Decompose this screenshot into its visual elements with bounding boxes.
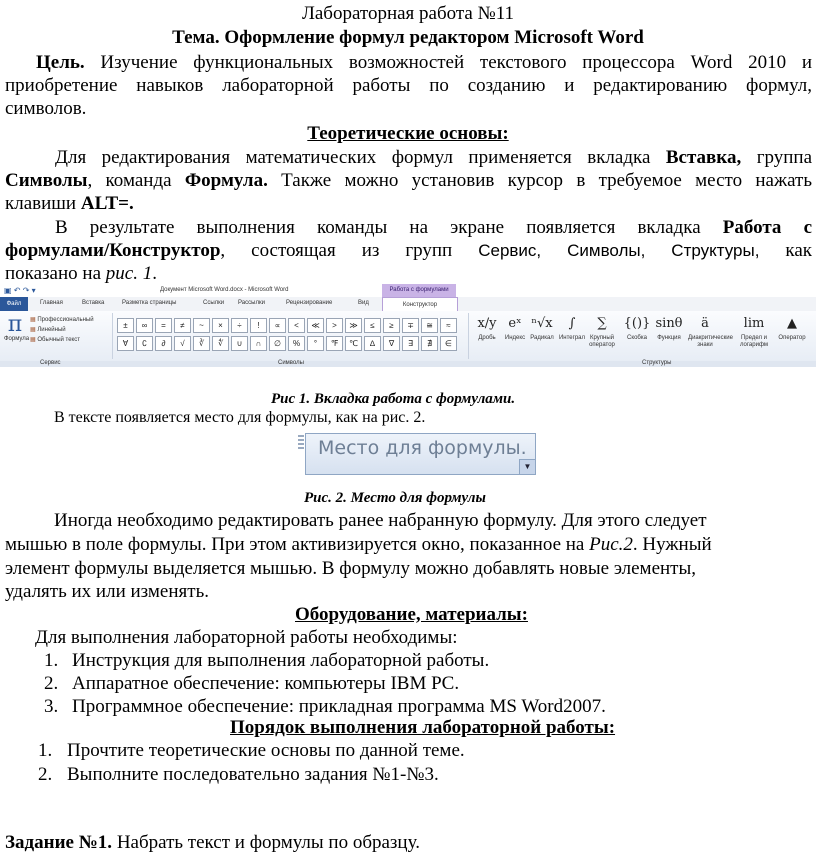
quick-access-icons: ▣ ↶ ↷ ▾ xyxy=(4,286,36,295)
fig2-intro: В тексте появляется место для формулы, как на рис. 2. xyxy=(54,409,426,426)
structure-icon: ▲ xyxy=(787,316,797,331)
equipment-intro: Для выполнения лабораторной работы необходимы: xyxy=(35,627,458,648)
symbol-button[interactable]: ∈ xyxy=(440,336,457,351)
ribbon-title-bar xyxy=(0,284,816,298)
tab-mailings[interactable]: Рассылки xyxy=(238,300,265,306)
structure-button[interactable] xyxy=(652,313,686,342)
symbol-button[interactable]: = xyxy=(155,318,172,333)
fig1-caption: Рис 1. Вкладка работа с формулами. xyxy=(271,391,516,407)
symbol-button[interactable]: ~ xyxy=(193,318,210,333)
symbol-button[interactable]: ≅ xyxy=(421,318,438,333)
symbol-button[interactable]: ≠ xyxy=(174,318,191,333)
equipment-item-1: 1. Инструкция для выполнения лабораторной работы. xyxy=(44,650,490,671)
theory-p1-line3: клавиши ALT=. xyxy=(5,193,134,214)
structure-button[interactable] xyxy=(620,313,654,342)
procedure-heading: Порядок выполнения лабораторной работы: xyxy=(230,717,616,738)
tab-references[interactable]: Ссылки xyxy=(203,300,225,306)
tab-view[interactable]: Вид xyxy=(358,300,369,306)
symbol-button[interactable]: ∜ xyxy=(212,336,229,351)
structure-label: Диакритические знаки xyxy=(688,335,733,348)
edit-line-4: удалять их или изменять. xyxy=(5,581,209,602)
goal-text-1: Изучение функциональных возможностей текстового процессора Word 2010 и xyxy=(100,52,812,73)
symbol-button[interactable]: ∂ xyxy=(155,336,172,351)
ribbon-tab-bar xyxy=(0,297,816,312)
symbol-button[interactable]: ÷ xyxy=(231,318,248,333)
structure-icon: ∑ xyxy=(597,316,607,331)
structure-icon: eˣ xyxy=(508,316,522,331)
chevron-down-icon[interactable]: ▼ xyxy=(519,459,535,474)
fig2-caption: Рис. 2. Место для формулы xyxy=(304,490,486,506)
goal-label: Цель. xyxy=(36,52,85,73)
symbol-button[interactable]: ± xyxy=(117,318,134,333)
formula-drag-handle[interactable] xyxy=(298,435,304,451)
symbol-button[interactable]: ∝ xyxy=(269,318,286,333)
structure-label: Крупный оператор xyxy=(589,335,615,348)
ribbon-group-labels xyxy=(0,361,816,367)
symbol-button[interactable]: ≈ xyxy=(440,318,457,333)
task1-line: Задание №1. Набрать текст и формулы по образцу. xyxy=(5,832,420,853)
symbol-button[interactable]: √ xyxy=(174,336,191,351)
tab-constructor[interactable]: Конструктор xyxy=(382,297,458,312)
pi-icon: π xyxy=(7,312,23,337)
symbol-button[interactable]: ∛ xyxy=(193,336,210,351)
symbol-button[interactable]: ≪ xyxy=(307,318,324,333)
group-divider xyxy=(468,313,469,359)
structure-label: Дробь xyxy=(478,335,496,341)
option-linear[interactable]: ▦ Линейный xyxy=(30,327,66,333)
structure-icon: x/y xyxy=(477,316,497,331)
structure-icon: sinθ xyxy=(655,316,683,331)
procedure-item-1: 1. Прочтите теоретические основы по данной теме. xyxy=(38,740,465,761)
group-divider xyxy=(112,313,113,359)
formula-placeholder-text: Место для формулы. xyxy=(318,437,527,459)
structure-icon: ∫ xyxy=(568,316,576,331)
symbol-button[interactable]: ℃ xyxy=(345,336,362,351)
symbol-button[interactable]: ∁ xyxy=(136,336,153,351)
lab-header: Лабораторная работа №11 xyxy=(301,3,515,24)
theory-p2-line3: показано на рис. 1. xyxy=(5,263,157,284)
group-label-service: Сервис xyxy=(40,360,61,366)
structure-label: Предел и логарифм xyxy=(739,335,769,348)
structure-button[interactable] xyxy=(737,313,771,349)
edit-line-3: элемент формулы выделяется мышью. В формулу можно добавлять новые элементы, xyxy=(5,558,696,579)
symbol-button[interactable]: ∓ xyxy=(402,318,419,333)
edit-line-1: Иногда необходимо редактировать ранее набранную формулу. Для этого следует xyxy=(54,510,707,531)
goal-line-3: символов. xyxy=(5,98,87,119)
group-label-structures: Структуры xyxy=(642,360,672,366)
tab-review[interactable]: Рецензирование xyxy=(286,300,333,306)
tab-file[interactable]: Файл xyxy=(0,297,28,311)
theory-heading: Теоретические основы: xyxy=(307,123,509,144)
symbol-button[interactable]: ≥ xyxy=(383,318,400,333)
structure-icon: {()} xyxy=(623,316,651,331)
structure-icon: lim xyxy=(743,316,765,331)
topic-title: Тема. Оформление формул редактором Microsoft Word xyxy=(172,27,644,48)
structure-button[interactable] xyxy=(525,313,559,342)
theory-p1-line2: Символы, команда Формула. Также можно установив курсор в требуемое место нажать xyxy=(5,170,813,191)
structure-button[interactable] xyxy=(775,313,809,342)
context-tab-label: Работа с формулами xyxy=(382,284,456,297)
structure-icon: ä xyxy=(701,316,709,331)
group-label-symbols: Символы xyxy=(278,360,304,366)
structure-label: Индекс xyxy=(504,335,526,341)
formula-placeholder-box[interactable] xyxy=(305,433,536,475)
tab-layout[interactable]: Разметка страницы xyxy=(122,300,177,306)
symbol-button[interactable]: ∄ xyxy=(421,336,438,351)
tab-insert[interactable]: Вставка xyxy=(82,300,105,306)
structure-label: Оператор xyxy=(778,335,806,341)
equipment-item-2: 2. Аппаратное обеспечение: компьютеры IBM PC. xyxy=(44,673,460,694)
structure-label: Функция xyxy=(657,335,681,341)
symbol-button[interactable]: ≤ xyxy=(364,318,381,333)
structure-label: Интеграл xyxy=(558,335,585,341)
structure-button[interactable] xyxy=(555,313,589,342)
symbol-button[interactable]: ∇ xyxy=(383,336,400,351)
word-ribbon-screenshot xyxy=(0,284,816,367)
formula-button-label: Формула xyxy=(4,336,30,342)
option-plain-text[interactable]: ▦ Обычный текст xyxy=(30,337,80,343)
symbol-button[interactable]: ∆ xyxy=(364,336,381,351)
procedure-item-2: 2. Выполните последовательно задания №1-№3. xyxy=(38,764,439,785)
symbol-button[interactable]: ! xyxy=(250,318,267,333)
edit-line-2: мышью в поле формулы. При этом активизируется окно, показанное на Рис.2. Нужный xyxy=(5,534,712,555)
formula-button[interactable] xyxy=(4,312,30,342)
theory-p2-line1: В результате выполнения команды на экране появляется вкладка Работа с xyxy=(55,217,813,238)
symbol-button[interactable]: > xyxy=(326,318,343,333)
theory-p2-line2: формулами/Конструктор, состоящая из групп Сервис, Символы, Структуры, как xyxy=(5,240,813,261)
symbol-button[interactable]: ° xyxy=(307,336,324,351)
equipment-item-3: 3. Программное обеспечение: прикладная программа MS Word2007. xyxy=(44,696,606,717)
formula-options xyxy=(30,315,94,345)
symbol-button[interactable]: ∀ xyxy=(117,336,134,351)
structure-icon: ⁿ√x xyxy=(531,316,553,331)
structure-button[interactable] xyxy=(688,313,733,349)
structure-label: Радикал xyxy=(530,335,554,341)
symbol-button[interactable]: % xyxy=(288,336,305,351)
theory-p1-line1: Для редактирования математических формул применяется вкладка Вставка, группа xyxy=(55,147,813,168)
symbol-button[interactable]: ≫ xyxy=(345,318,362,333)
symbol-button[interactable]: ∞ xyxy=(136,318,153,333)
option-professional[interactable]: ▦ Профессиональный xyxy=(30,317,94,323)
symbol-button[interactable]: ∪ xyxy=(231,336,248,351)
equipment-heading: Оборудование, материалы: xyxy=(295,604,528,625)
symbol-button[interactable]: ∅ xyxy=(269,336,286,351)
symbol-button[interactable]: ∩ xyxy=(250,336,267,351)
goal-line-2: приобретение навыков лабораторной работы по созданию и редактированию формул, xyxy=(5,75,812,96)
goal-line-1 xyxy=(36,52,812,74)
symbol-button[interactable]: × xyxy=(212,318,229,333)
tab-home[interactable]: Главная xyxy=(40,300,63,306)
window-title: Документ Microsoft Word.docx - Microsoft Word xyxy=(160,287,289,293)
structure-label: Скобка xyxy=(627,335,647,341)
structure-button[interactable] xyxy=(585,313,619,349)
symbol-button[interactable]: < xyxy=(288,318,305,333)
symbol-button[interactable]: ℉ xyxy=(326,336,343,351)
symbol-button[interactable]: ∃ xyxy=(402,336,419,351)
